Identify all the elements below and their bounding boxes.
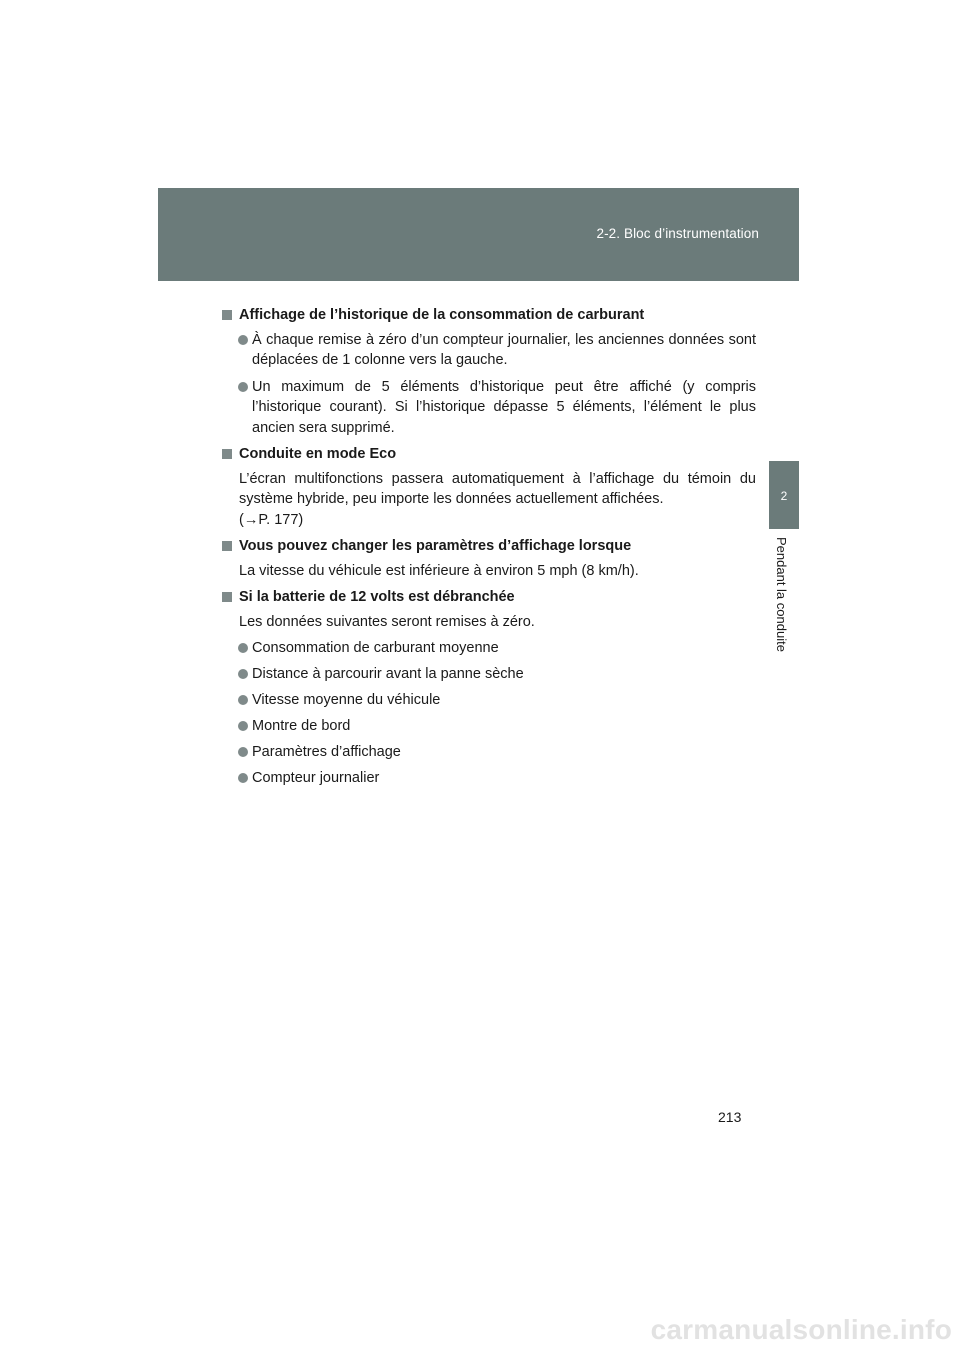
square-bullet-icon (222, 541, 232, 551)
chapter-tab (769, 461, 799, 529)
round-bullet-icon (238, 747, 248, 757)
bullet-item (222, 330, 756, 371)
list-item (222, 664, 756, 685)
list-item (222, 638, 756, 659)
round-bullet-icon (238, 643, 248, 653)
chapter-label: Pendant la conduite (774, 537, 789, 652)
section-heading (222, 536, 756, 557)
list-item (222, 716, 756, 737)
bullet-item (222, 377, 756, 439)
page-number: 213 (718, 1109, 742, 1125)
section-heading (222, 444, 756, 465)
section-heading-text: Conduite en mode Eco (239, 446, 397, 462)
paragraph-text: Les données suivantes seront remises à zéro. (239, 613, 535, 630)
paragraph (222, 612, 756, 633)
list-item-text: Consommation de carburant moyenne (252, 640, 499, 656)
list-item-text: Distance à parcourir avant la panne sèche (252, 666, 524, 682)
list-item-text: Compteur journalier (252, 770, 380, 786)
list-item (222, 742, 756, 763)
round-bullet-icon (238, 721, 248, 731)
page-content (222, 305, 756, 794)
section-heading-text: Si la batterie de 12 volts est débranchée (239, 589, 515, 605)
paragraph (222, 561, 756, 582)
watermark: carmanualsonline.info (650, 1314, 952, 1345)
section-heading-text: Affichage de l’historique de la consommation de carburant (239, 307, 645, 323)
section-heading (222, 587, 756, 608)
list-item-text: Montre de bord (252, 718, 351, 734)
bullet-text: À chaque remise à zéro d’un compteur journalier, les anciennes données sont déplacées de 1 colonne vers la gauche. (252, 331, 756, 368)
paragraph (222, 469, 756, 531)
section-heading-text: Vous pouvez changer les paramètres d’affichage lorsque (239, 538, 632, 554)
round-bullet-icon (238, 382, 248, 392)
page-reference-link[interactable]: (→P. 177) (239, 511, 304, 528)
list-item (222, 690, 756, 711)
header-band (158, 188, 799, 281)
square-bullet-icon (222, 310, 232, 320)
square-bullet-icon (222, 449, 232, 459)
round-bullet-icon (238, 773, 248, 783)
section-heading (222, 305, 756, 326)
square-bullet-icon (222, 592, 232, 602)
round-bullet-icon (238, 669, 248, 679)
round-bullet-icon (238, 335, 248, 345)
round-bullet-icon (238, 695, 248, 705)
paragraph-text: La vitesse du véhicule est inférieure à environ 5 mph (8 km/h). (239, 562, 639, 579)
list-item (222, 768, 756, 789)
list-item-text: Paramètres d’affichage (252, 744, 401, 760)
paragraph-text: L’écran multifonctions passera automatiquement à l’affichage du témoin du système hybride, peu importe les données actuellement affichées. (239, 470, 756, 507)
section-title: 2-2. Bloc d’instrumentation (596, 226, 759, 241)
chapter-number: 2 (780, 489, 788, 503)
bullet-text: Un maximum de 5 éléments d’historique peut être affiché (y compris l’historique courant). Si l’historique dépasse 5 éléments, l’élément le plus ancien sera supprimé. (252, 378, 756, 436)
list-item-text: Vitesse moyenne du véhicule (252, 692, 441, 708)
